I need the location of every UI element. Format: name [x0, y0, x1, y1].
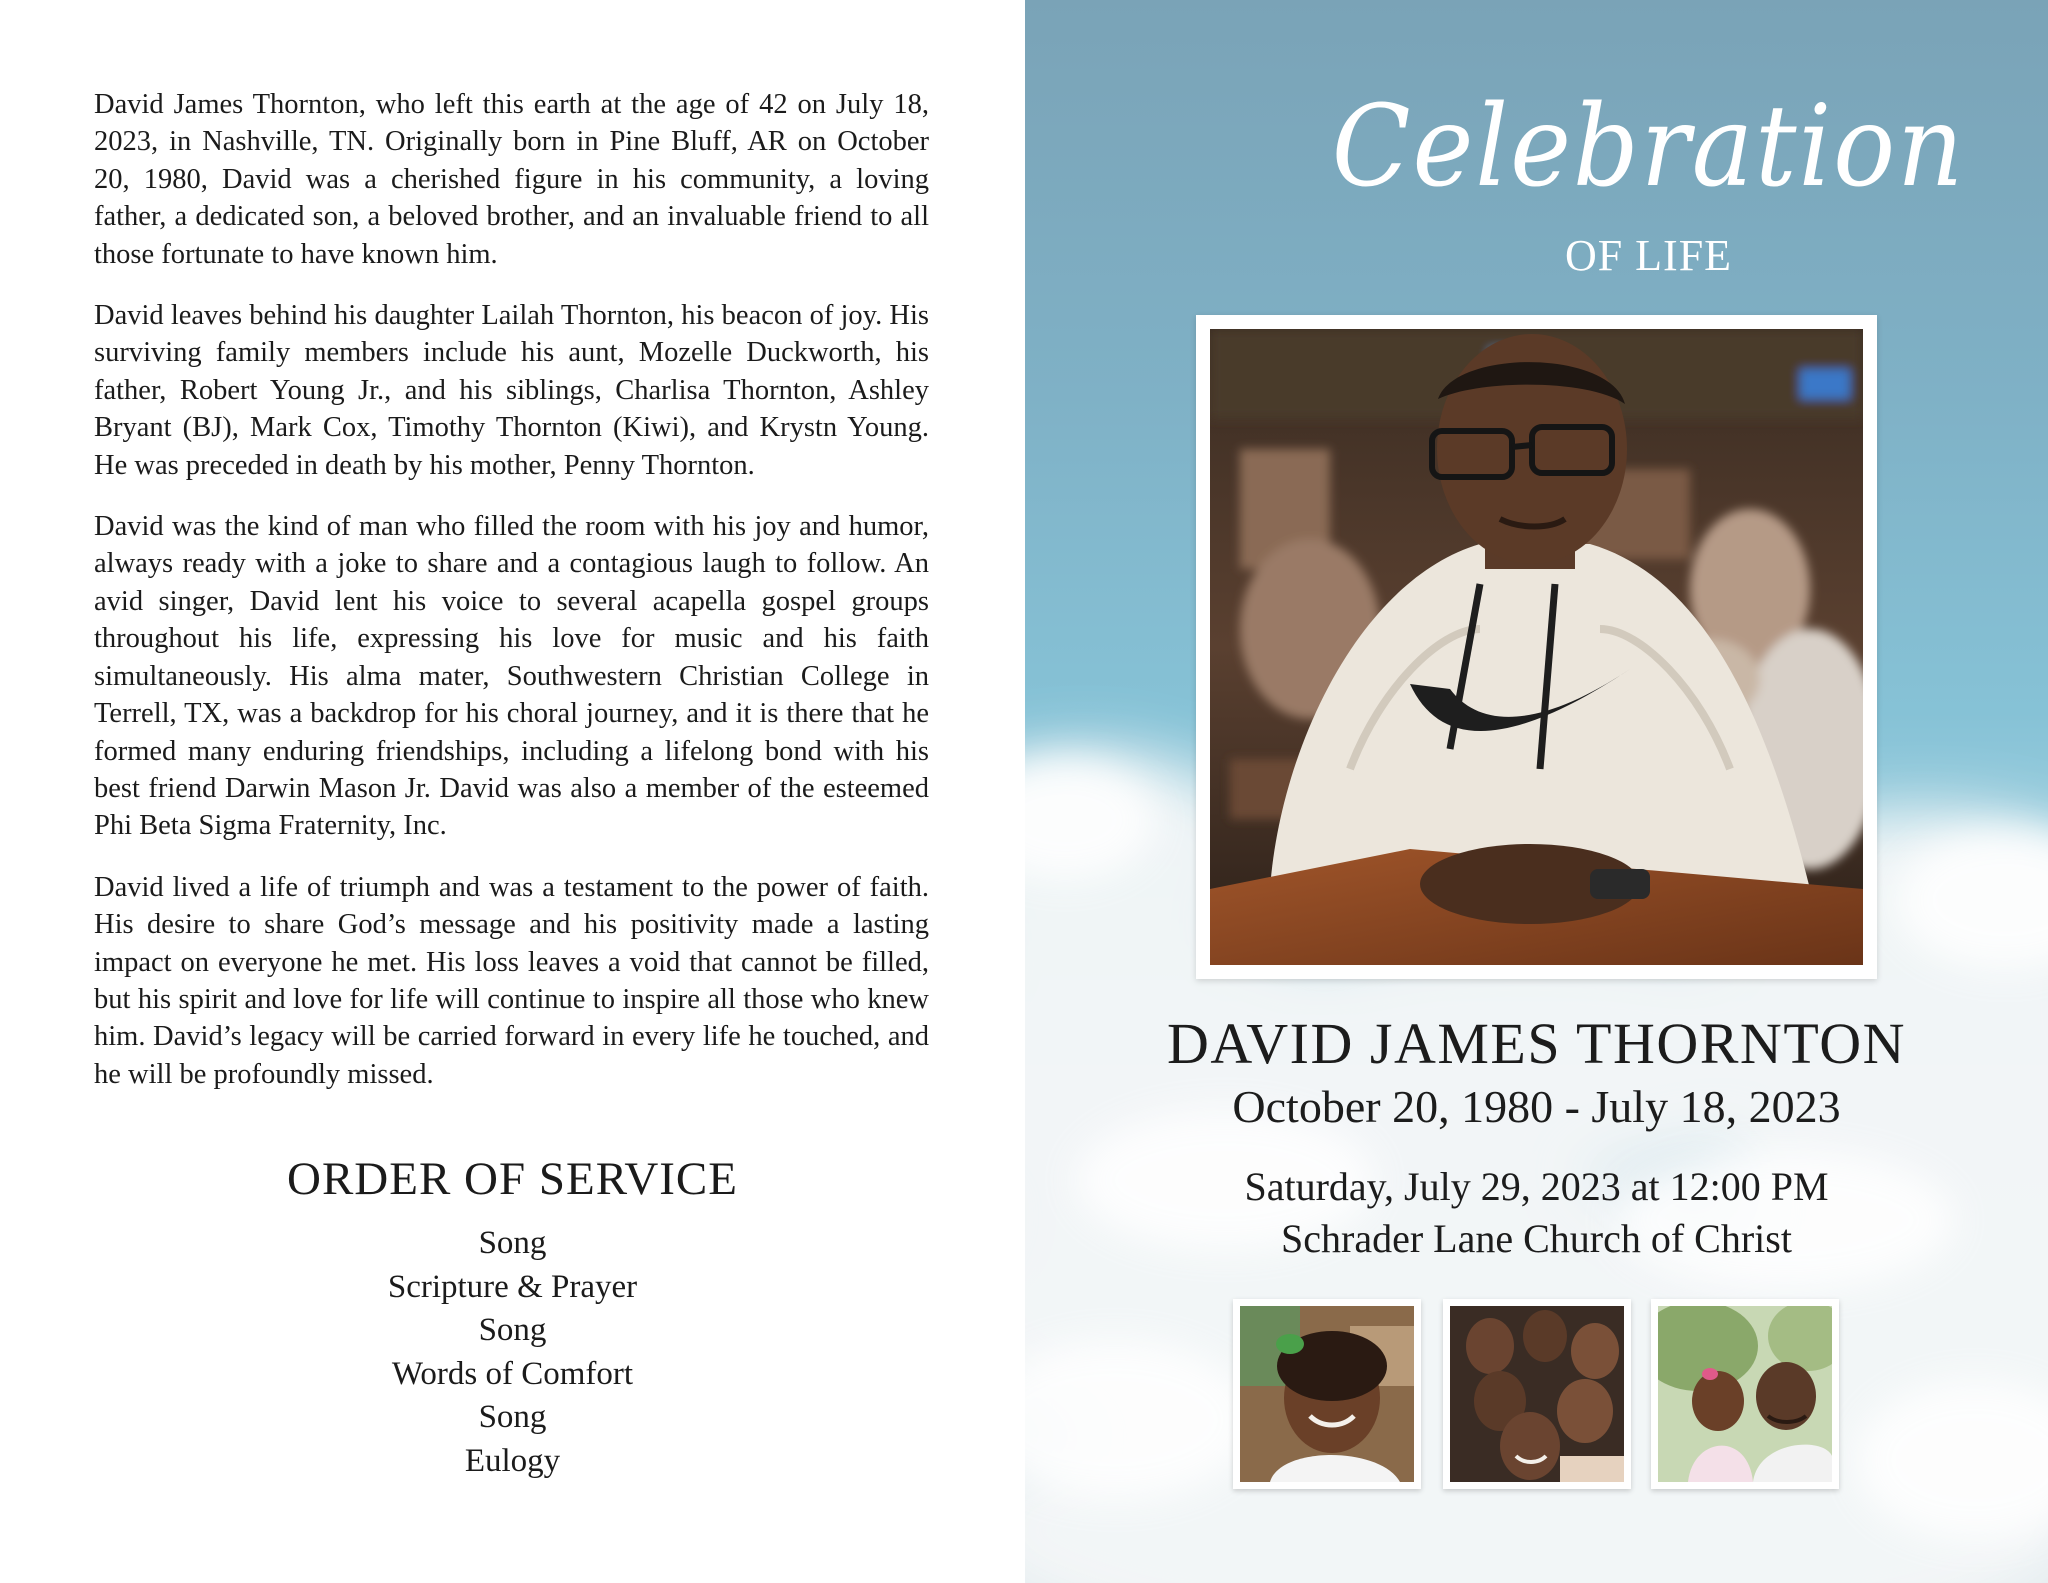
group-photo-icon — [1450, 1306, 1624, 1482]
service-item: Song — [478, 1312, 547, 1349]
service-item: Scripture & Prayer — [387, 1268, 638, 1305]
deceased-name: DAVID JAMES THORNTON — [1167, 1011, 1906, 1076]
portrait-photo-icon — [1210, 329, 1863, 965]
service-date: Saturday, July 29, 2023 at 12:00 PM — [1244, 1164, 1829, 1209]
thumbnail-child-frame — [1233, 1299, 1421, 1489]
of-life-subtitle: OF LIFE — [1564, 231, 1733, 280]
service-item: Eulogy — [464, 1442, 561, 1479]
obituary-paragraph: David James Thornton, who left this earth at the age of 42 on July 18, 2023, in Nashville, TN. Originally born in Pine Bluff, AR on October 20, 1980, David was a cherished figure in his community, a loving father, a dedicated son, a beloved brother, and an invaluable friend to all those fortunate to have known him. — [94, 89, 929, 270]
main-photo-frame — [1196, 315, 1877, 979]
cover-panel — [1025, 0, 2048, 1583]
child-photo-icon — [1240, 1306, 1414, 1482]
obituary-paragraph: David was the kind of man who filled the room with his joy and humor, always ready with a joke to share and a contagious laugh to follow. An avid singer, David lent his voice to several acapella gospel groups throughout his life, expressing his love for music and his faith simultaneously. His alma mater, Southwestern Christian College in Terrell, TX, was a backdrop for his choral journey, and it is there that he formed many enduring friendships, including a lifelong bond with his best friend Darwin Mason Jr. David was also a member of the esteemed Phi Beta Sigma Fraternity, Inc. — [94, 511, 929, 842]
order-of-service-title: ORDER OF SERVICE — [287, 1153, 738, 1205]
thumbnail-father-daughter-frame — [1651, 1299, 1839, 1489]
obituary-paragraph: David lived a life of triumph and was a testament to the power of faith. His desire to share God’s message and his positivity made a lasting impact on everyone he met. His loss leaves a void that cannot be filled, but his spirit and love for life will continue to inspire all those who knew him. David’s legacy will be carried forward in every life he touched, and he will be profoundly missed. — [94, 871, 929, 1090]
father-daughter-photo-icon — [1658, 1306, 1832, 1482]
service-item: Song — [478, 1399, 547, 1436]
obituary-text — [94, 86, 929, 1117]
service-item: Words of Comfort — [391, 1355, 634, 1392]
obituary-paragraph: David leaves behind his daughter Lailah Thornton, his beacon of joy. His surviving family members include his aunt, Mozelle Duckworth, his father, Robert Young Jr., and his siblings, Charlisa Thornton, Ashley Bryant (BJ), Mark Cox, Timothy Thornton (Kiwi), and Krystn Young. He was preceded in death by his mother, Penny Thornton. — [94, 300, 929, 481]
order-of-service-list — [0, 1222, 1025, 1484]
life-dates: October 20, 1980 - July 18, 2023 — [1232, 1081, 1841, 1132]
celebration-script-title: Celebration — [1331, 82, 1966, 212]
service-item: Song — [478, 1225, 547, 1261]
service-location: Schrader Lane Church of Christ — [1281, 1216, 1792, 1261]
thumbnail-group-frame — [1443, 1299, 1631, 1489]
